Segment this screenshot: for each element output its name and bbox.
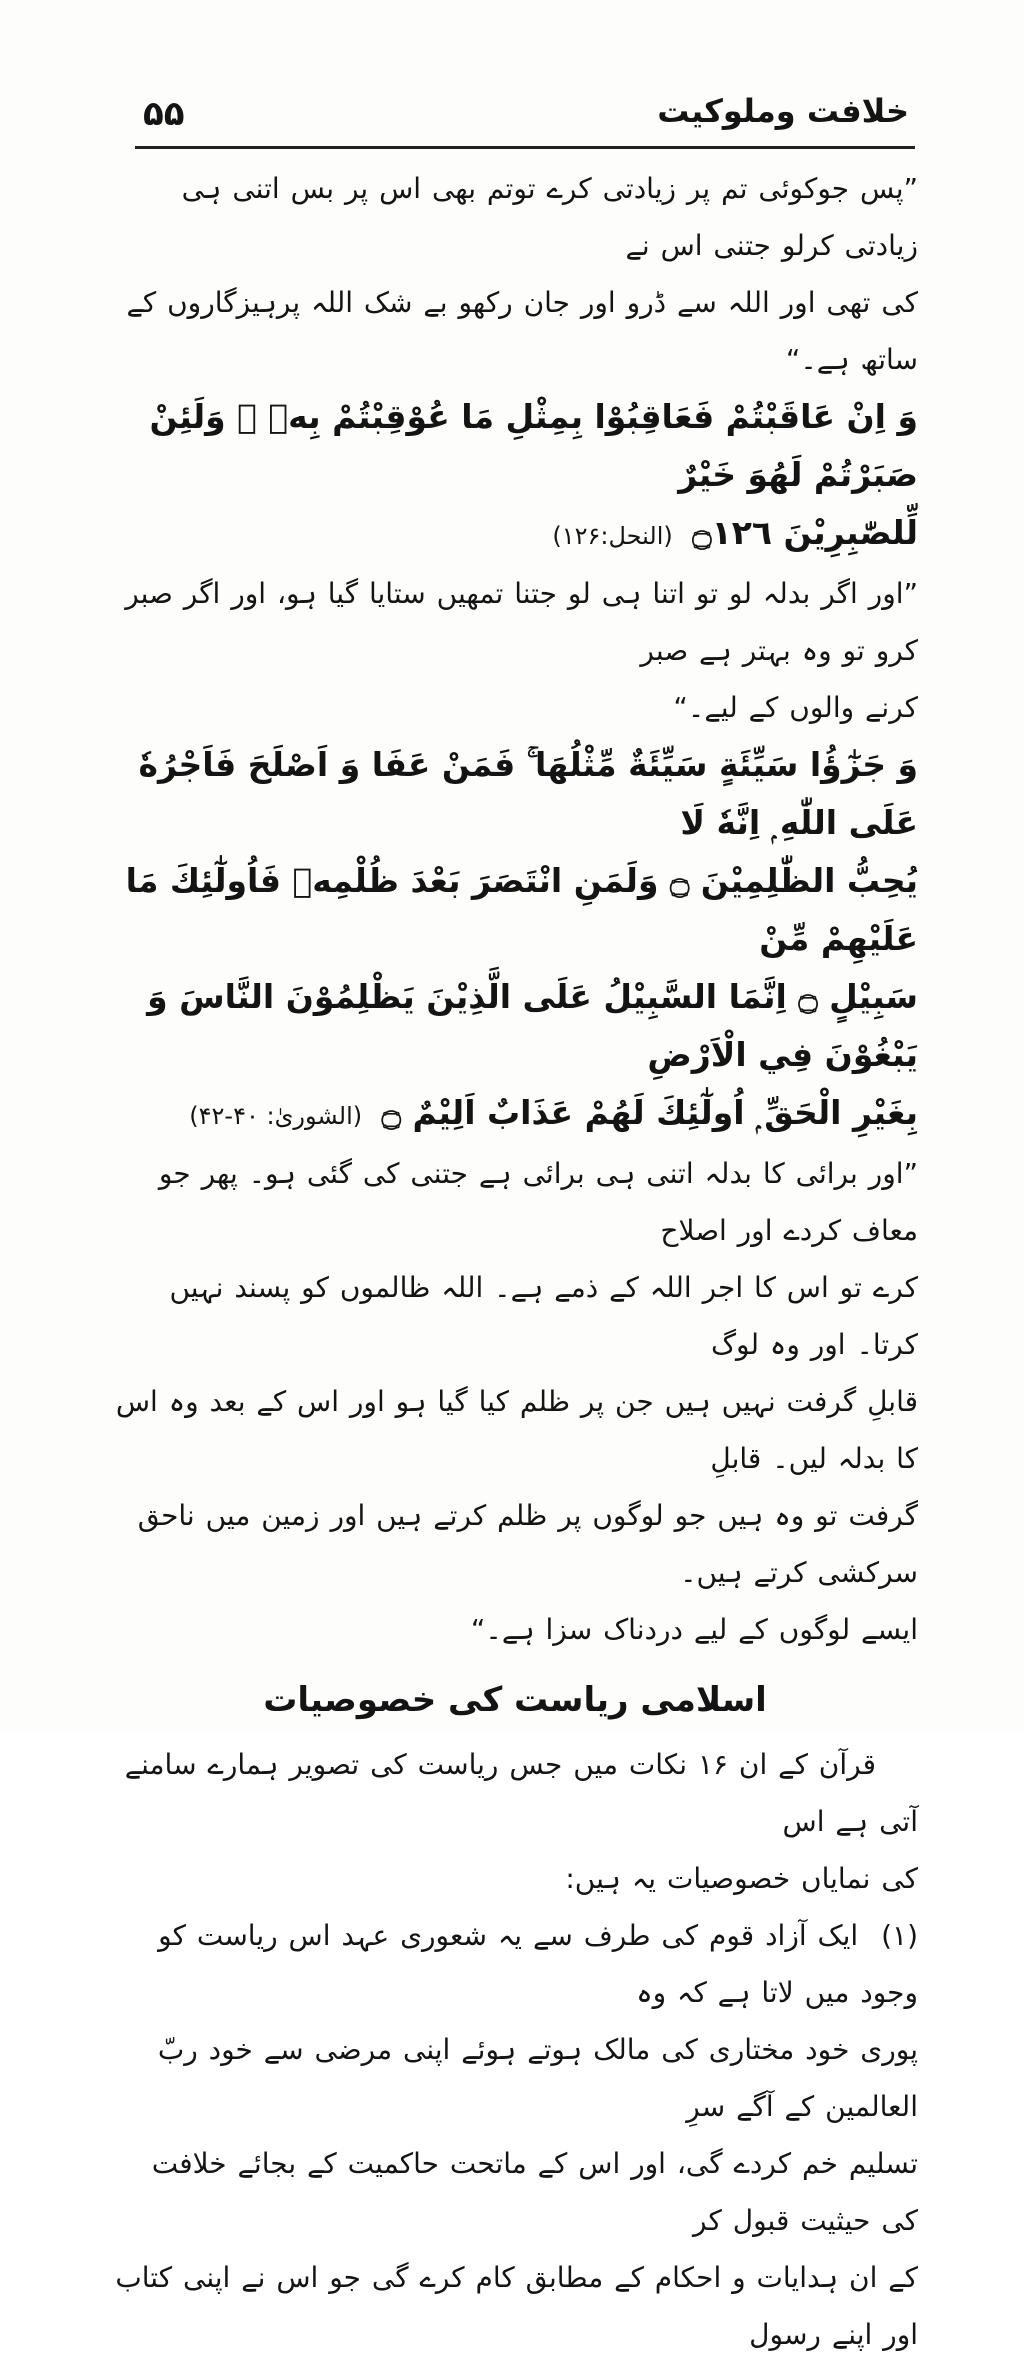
arabic-text: لِّلصّٰبِرِيْنَ ۝١٢٦ bbox=[692, 513, 918, 552]
page-content bbox=[112, 160, 918, 2351]
text-line: کی تھی اور اللہ سے ڈرو اور جان رکھو بے شک اللہ پرہیزگاروں کے ساتھ ہے۔“ bbox=[126, 286, 918, 376]
page-header bbox=[135, 88, 915, 149]
arabic-line: وَ جَزٰٓؤُا سَيِّئَةٍ سَيِّئَةٌ مِّثْلُهَا ۚ فَمَنْ عَفَا وَ اَصْلَحَ فَاَجْرُهٗ عَلَى اللّٰهِ ۭ اِنَّهٗ لَا bbox=[138, 745, 918, 842]
arabic-line: يُحِبُّ الظّٰلِمِيْنَ ۝ وَلَمَنِ انْتَصَرَ بَعْدَ ظُلْمِهٖ فَاُولٰٓئِكَ مَا عَلَيْهِمْ مِّنْ bbox=[125, 861, 918, 958]
page-number: ۵۵ bbox=[143, 94, 185, 134]
intro-paragraph bbox=[112, 1736, 918, 1907]
text-line: کے ان ہدایات و احکام کے مطابق کام کرے گی جو اس نے اپنی کتاب اور اپنے رسول bbox=[115, 2261, 918, 2351]
list-item-1 bbox=[112, 1907, 918, 2363]
list-text: ایک آزاد قوم کی طرف سے یہ شعوری عہد اس ریاست کو وجود میں لاتا ہے کہ وہ bbox=[158, 1919, 918, 2009]
arabic-verse-2 bbox=[112, 736, 918, 1145]
arabic-line: سَبِيْلٍ ۝ اِنَّمَا السَّبِيْلُ عَلَى الَّذِيْنَ يَظْلِمُوْنَ النَّاسَ وَ يَبْغُوْنَ فِي الْاَرْضِ bbox=[147, 977, 918, 1074]
text-line: تسلیم خم کردے گی، اور اس کے ماتحت حاکمیت کے بجائے خلافت کی حیثیت قبول کر bbox=[151, 2147, 918, 2237]
text-line: ”اور برائی کا بدلہ اتنی ہی برائی ہے جتنی کی گئی ہو۔ پھر جو معاف کردے اور اصلاح bbox=[158, 1157, 918, 1247]
translation-quote-1 bbox=[112, 160, 918, 388]
running-title: خلافت وملوکیت bbox=[657, 92, 909, 130]
translation-quote-3 bbox=[112, 1145, 918, 1658]
arabic-verse-1 bbox=[112, 388, 918, 565]
text-line: قرآن کے ان ۱۶ نکات میں جس ریاست کی تصویر ہمارے سامنے آتی ہے اس bbox=[124, 1748, 918, 1838]
text-line: ایسے لوگوں کے لیے دردناک سزا ہے۔“ bbox=[470, 1613, 918, 1646]
arabic-line bbox=[112, 504, 918, 565]
text-line: ”اور اگر بدلہ لو تو اتنا ہی لو جتنا تمھیں ستایا گیا ہو، اور اگر صبر کرو تو وہ بہتر ہے صبر bbox=[125, 577, 918, 667]
text-line: قابلِ گرفت نہیں ہیں جن پر ظلم کیا گیا ہو اور اس کے بعد وہ اس کا بدلہ لیں۔ قابلِ bbox=[115, 1385, 918, 1475]
text-line: پوری خود مختاری کی مالک ہوتے ہوئے اپنی مرضی سے خود ربّ العالمین کے آگے سرِ bbox=[157, 2033, 918, 2123]
list-number: (۱) bbox=[881, 1919, 918, 1952]
verse-reference: (الشوریٰ: ۴۰-۴۲) bbox=[189, 1102, 363, 1130]
text-line: کی نمایاں خصوصیات یہ ہیں: bbox=[565, 1862, 918, 1895]
arabic-text: بِغَيْرِ الْحَقِّ ۭ اُولٰٓئِكَ لَهُمْ عَذَابٌ اَلِيْمٌ ۝ bbox=[381, 1093, 918, 1132]
text-line: گرفت تو وہ ہیں جو لوگوں پر ظلم کرتے ہیں اور زمین میں ناحق سرکشی کرتے ہیں۔ bbox=[137, 1499, 918, 1589]
arabic-line bbox=[112, 1084, 918, 1145]
arabic-line: وَ اِنْ عَاقَبْتُمْ فَعَاقِبُوْا بِمِثْلِ مَا عُوْقِبْتُمْ بِهٖ ۚ وَلَئِنْ صَبَرْتُمْ لَهُوَ خَيْرٌ bbox=[149, 397, 918, 494]
text-line: ”پس جوکوئی تم پر زیادتی کرے توتم بھی اس پر بس اتنی ہی زیادتی کرلو جتنی اس نے bbox=[181, 172, 918, 262]
translation-quote-2 bbox=[112, 565, 918, 736]
text-line: کرنے والوں کے لیے۔“ bbox=[673, 691, 918, 724]
text-line: کرے تو اس کا اجر اللہ کے ذمے ہے۔ اللہ ظالموں کو پسند نہیں کرتا۔ اور وہ لوگ bbox=[169, 1271, 918, 1361]
text-line bbox=[112, 1907, 918, 2021]
verse-reference: (النحل:۱۲۶) bbox=[552, 522, 673, 550]
section-heading: اسلامی ریاست کی خصوصیات bbox=[263, 1680, 767, 1720]
